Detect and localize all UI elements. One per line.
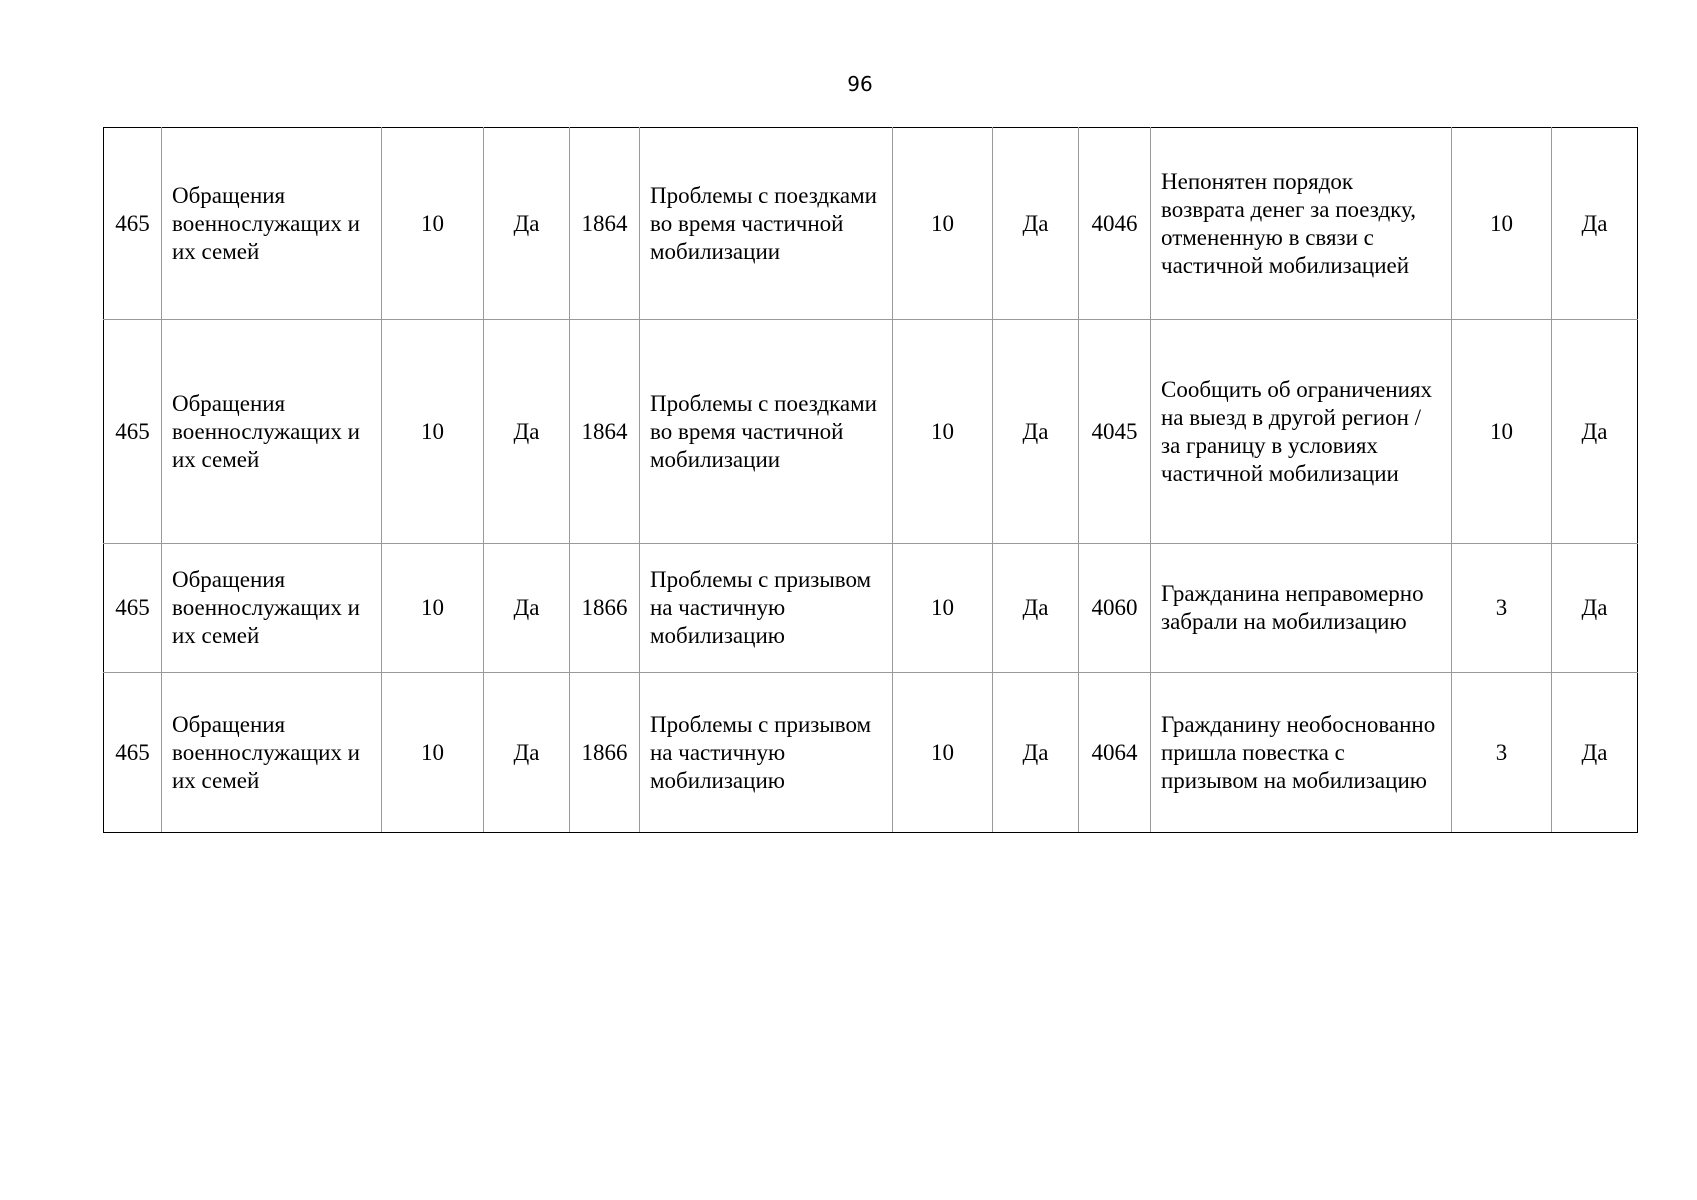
cell-code: 4064 xyxy=(1079,673,1151,833)
cell-value: 10 xyxy=(382,320,484,544)
cell-code: 1866 xyxy=(570,673,640,833)
cell-flag: Да xyxy=(484,320,570,544)
cell-code: 465 xyxy=(104,320,162,544)
cell-flag: Да xyxy=(993,128,1079,320)
cell-topic: Гражданина неправомерно забрали на мобилизацию xyxy=(1151,544,1452,673)
cell-value: 10 xyxy=(382,128,484,320)
cell-value: 10 xyxy=(1452,320,1552,544)
cell-flag: Да xyxy=(1552,544,1638,673)
cell-flag: Да xyxy=(484,673,570,833)
cell-value: 10 xyxy=(893,320,993,544)
cell-code: 465 xyxy=(104,128,162,320)
cell-value: 10 xyxy=(893,128,993,320)
data-table xyxy=(103,127,1638,833)
cell-flag: Да xyxy=(993,320,1079,544)
cell-value: 10 xyxy=(382,544,484,673)
table-row xyxy=(104,544,1638,673)
cell-code: 1864 xyxy=(570,128,640,320)
cell-category: Обращения военнослужащих и их семей xyxy=(162,673,382,833)
cell-topic: Гражданину необоснованно пришла повестка с призывом на мобилизацию xyxy=(1151,673,1452,833)
table-row xyxy=(104,673,1638,833)
table-row xyxy=(104,128,1638,320)
cell-code: 1864 xyxy=(570,320,640,544)
cell-topic: Сообщить об ограничениях на выезд в другой регион / за границу в условиях частичной мобилизации xyxy=(1151,320,1452,544)
cell-flag: Да xyxy=(484,544,570,673)
cell-value: 3 xyxy=(1452,544,1552,673)
cell-subcategory: Проблемы с поездками во время частичной мобилизации xyxy=(640,128,893,320)
cell-value: 10 xyxy=(1452,128,1552,320)
cell-subcategory: Проблемы с поездками во время частичной мобилизации xyxy=(640,320,893,544)
cell-value: 3 xyxy=(1452,673,1552,833)
cell-code: 4060 xyxy=(1079,544,1151,673)
cell-code: 4045 xyxy=(1079,320,1151,544)
cell-value: 10 xyxy=(382,673,484,833)
cell-category: Обращения военнослужащих и их семей xyxy=(162,320,382,544)
cell-subcategory: Проблемы с призывом на частичную мобилизацию xyxy=(640,544,893,673)
cell-flag: Да xyxy=(1552,320,1638,544)
cell-code: 465 xyxy=(104,544,162,673)
cell-value: 10 xyxy=(893,544,993,673)
cell-code: 1866 xyxy=(570,544,640,673)
cell-flag: Да xyxy=(993,544,1079,673)
cell-code: 4046 xyxy=(1079,128,1151,320)
cell-value: 10 xyxy=(893,673,993,833)
cell-category: Обращения военнослужащих и их семей xyxy=(162,128,382,320)
table-row xyxy=(104,320,1638,544)
cell-topic: Непонятен порядок возврата денег за поездку, отмененную в связи с частичной мобилизацией xyxy=(1151,128,1452,320)
cell-code: 465 xyxy=(104,673,162,833)
cell-subcategory: Проблемы с призывом на частичную мобилизацию xyxy=(640,673,893,833)
cell-flag: Да xyxy=(1552,673,1638,833)
cell-category: Обращения военнослужащих и их семей xyxy=(162,544,382,673)
cell-flag: Да xyxy=(484,128,570,320)
cell-flag: Да xyxy=(993,673,1079,833)
cell-flag: Да xyxy=(1552,128,1638,320)
page-number: 96 xyxy=(847,72,873,96)
